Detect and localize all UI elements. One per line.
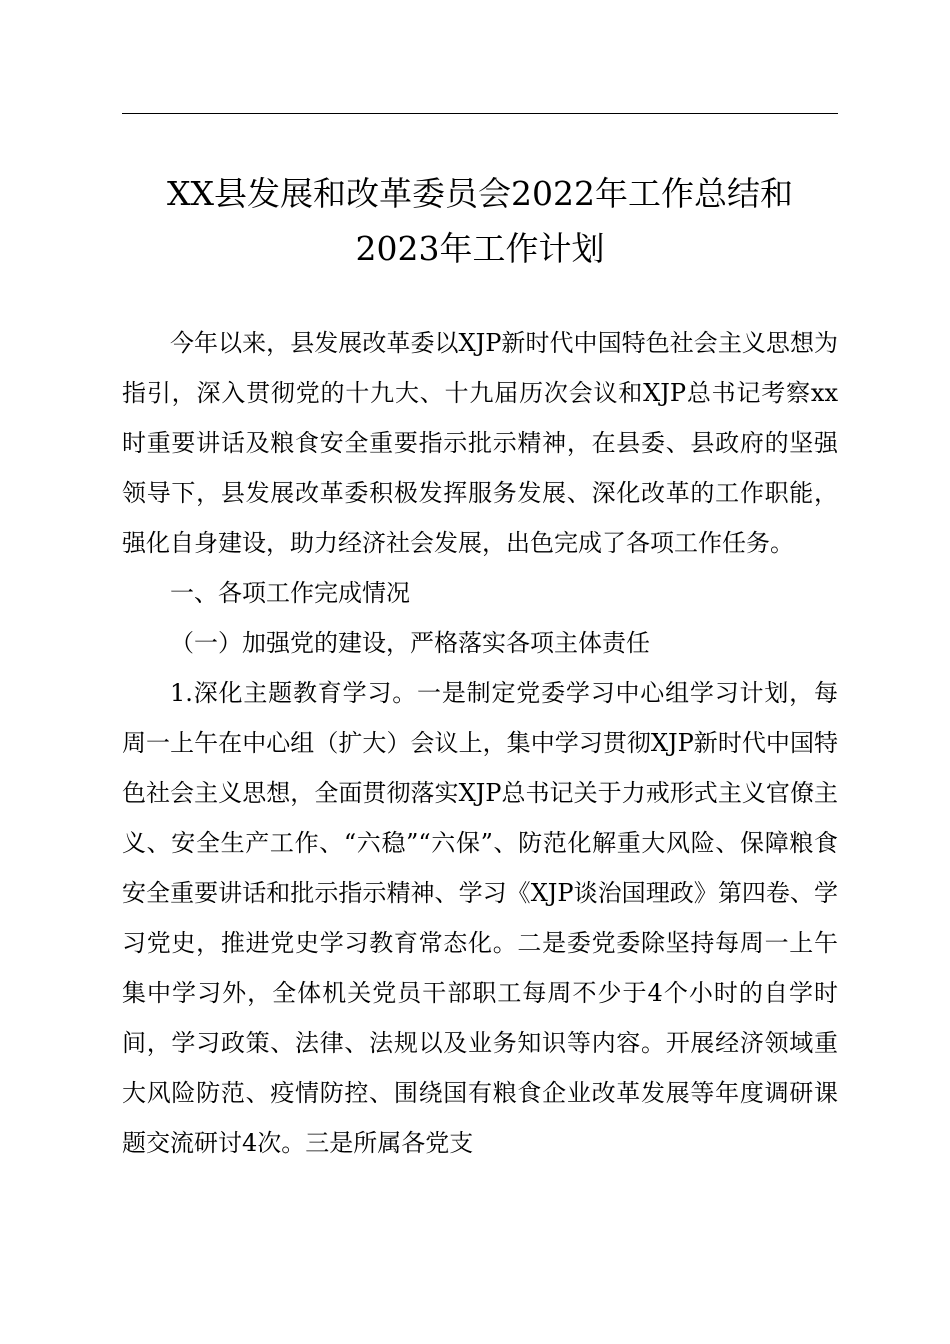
header-rule <box>122 113 838 114</box>
title-line-2: 2023年工作计划 <box>355 229 605 268</box>
document-title <box>100 166 860 276</box>
intro-paragraph: 今年以来，县发展改革委以XJP新时代中国特色社会主义思想为指引，深入贯彻党的十九大、十九届历次会议和XJP总书记考察xx时重要讲话及粮食安全重要指示批示精神，在县委、县政府的坚强领导下，县发展改革委积极发挥服务发展、深化改革的工作职能，强化自身建设，助力经济社会发展，出色完成了各项工作任务。 <box>122 329 838 557</box>
section-heading: 一、各项工作完成情况 <box>170 579 410 607</box>
subsection-heading: （一）加强党的建设，严格落实各项主体责任 <box>170 629 650 657</box>
title-line-1: XX县发展和改革委员会2022年工作总结和 <box>167 174 793 213</box>
body-paragraph: 1.深化主题教育学习。一是制定党委学习中心组学习计划，每周一上午在中心组（扩大）会议上，集中学习贯彻XJP新时代中国特色社会主义思想，全面贯彻落实XJP总书记关于力戒形式主义官僚主义、安全生产工作、“六稳”“六保”、防范化解重大风险、保障粮食安全重要讲话和批示指示精神、学习《XJP谈治国理政》第四卷、学习党史，推进党史学习教育常态化。二是委党委除坚持每周一上午集中学习外，全体机关党员干部职工每周不少于4个小时的自学时间，学习政策、法律、法规以及业务知识等内容。开展经济领域重大风险防范、疫情防控、围绕国有粮食企业改革发展等年度调研课题交流研讨4次。三是所属各党支 <box>122 679 838 1157</box>
document-body <box>122 318 838 1168</box>
